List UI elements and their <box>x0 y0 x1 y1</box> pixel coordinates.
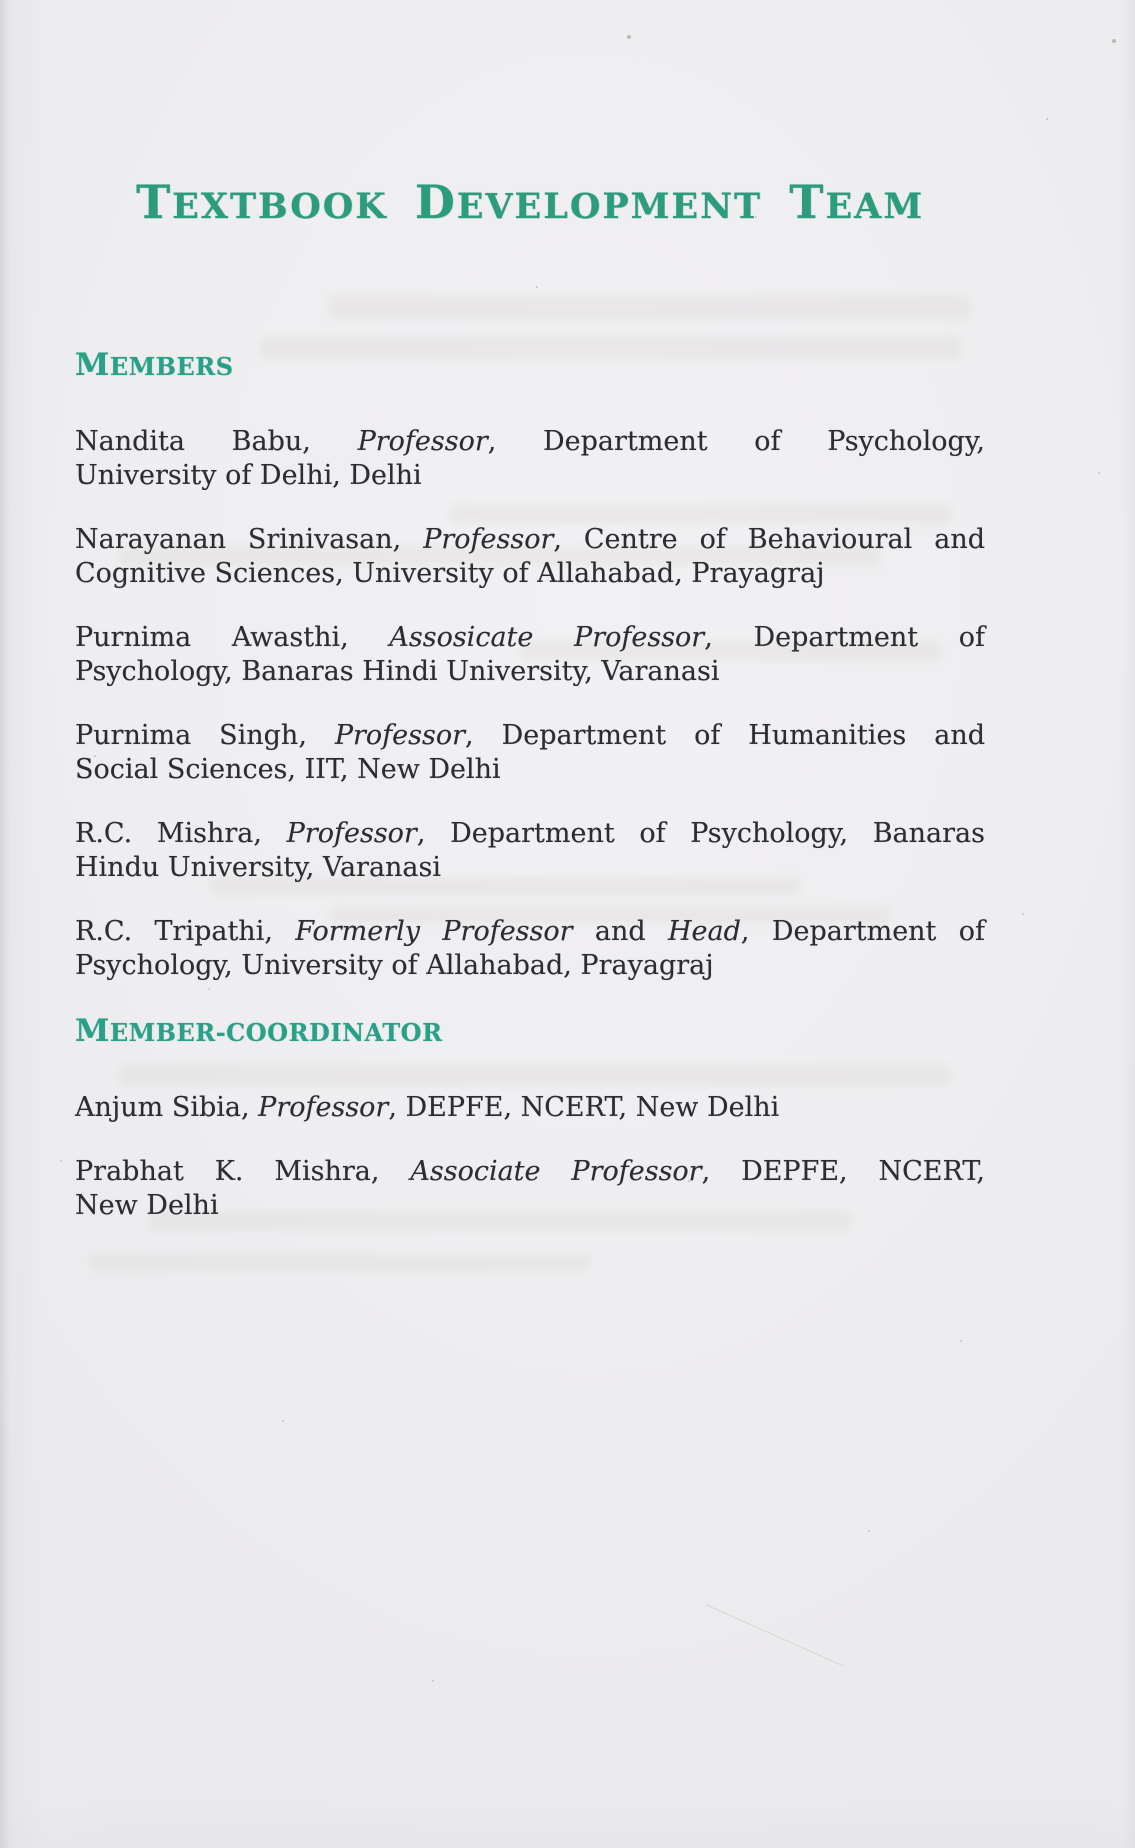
member-entry <box>75 915 985 983</box>
entry-line: Social Sciences, IIT, New Delhi <box>75 754 501 785</box>
page-content <box>75 0 985 1253</box>
entry-line: Hindu University, Varanasi <box>75 852 442 883</box>
entry-line: R.C. Tripathi, Formerly Professor and Head, Department of <box>75 916 985 947</box>
members-section <box>75 347 985 983</box>
entry-line: Cognitive Sciences, University of Allahabad, Prayagraj <box>75 558 825 589</box>
member-coordinator-list <box>75 1091 985 1223</box>
entry-line: R.C. Mishra, Professor, Department of Psychology, Banaras <box>75 818 985 849</box>
paper-scratch <box>706 1605 843 1667</box>
entry-line: University of Delhi, Delhi <box>75 460 422 491</box>
members-list <box>75 425 985 983</box>
member-entry <box>75 621 985 689</box>
entry-line: Anjum Sibia, Professor, DEPFE, NCERT, New Delhi <box>75 1092 780 1123</box>
entry-line: Narayanan Srinivasan, Professor, Centre of Behavioural and <box>75 524 985 555</box>
member-coordinator-heading: MEMBER-COORDINATOR <box>75 1013 443 1049</box>
entry-line: Psychology, Banaras Hindi University, Varanasi <box>75 656 720 687</box>
members-heading: MEMBERS <box>75 347 234 383</box>
member-coordinator-section <box>75 1013 985 1223</box>
member-entry <box>75 425 985 493</box>
member-entry <box>75 523 985 591</box>
member-entry <box>75 1155 985 1223</box>
member-entry <box>75 719 985 787</box>
entry-line: Nandita Babu, Professor, Department of Psychology, <box>75 426 985 457</box>
member-entry <box>75 1091 985 1125</box>
entry-line: Purnima Singh, Professor, Department of Humanities and <box>75 720 985 751</box>
paper-specks <box>0 0 2 2</box>
entry-line: New Delhi <box>75 1190 219 1221</box>
entry-line: Purnima Awasthi, Assosicate Professor, Department of <box>75 622 985 653</box>
page-title: TEXTBOOK DEVELOPMENT TEAM <box>135 175 925 229</box>
member-entry <box>75 817 985 885</box>
bleedthrough-ghost <box>90 1255 590 1271</box>
entry-line: Prabhat K. Mishra, Associate Professor, DEPFE, NCERT, <box>75 1156 985 1187</box>
entry-line: Psychology, University of Allahabad, Prayagraj <box>75 950 714 981</box>
